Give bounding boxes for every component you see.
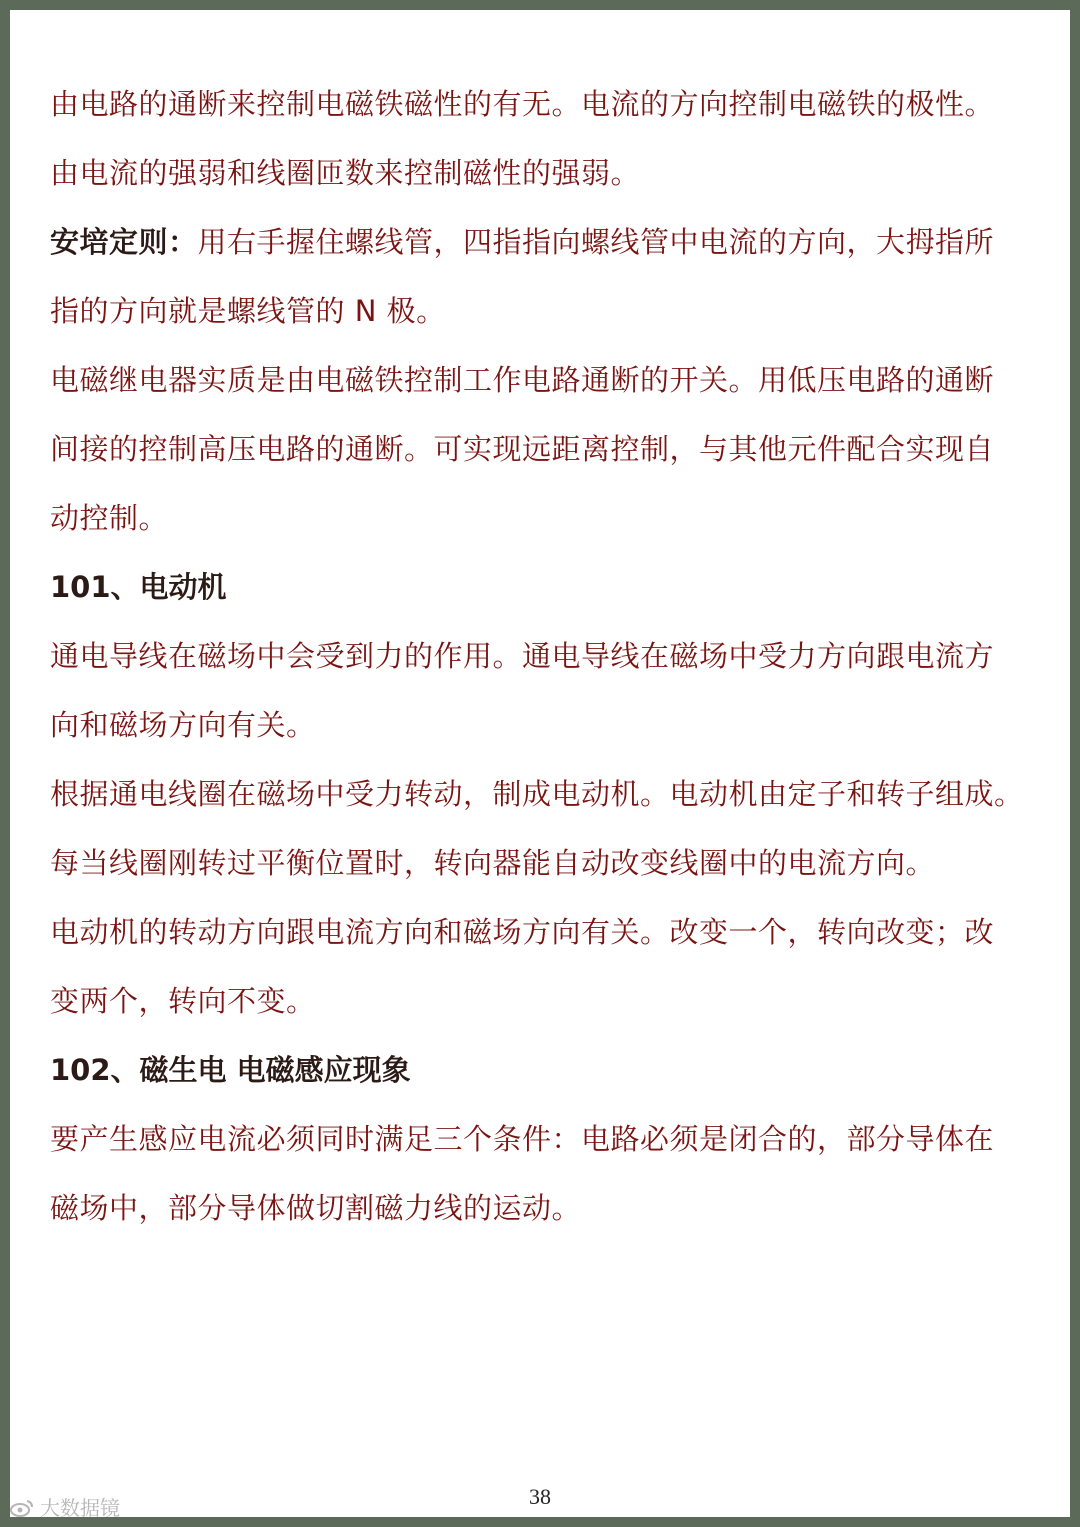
text-line: 通电导线在磁场中会受到力的作用。通电导线在磁场中受力方向跟电流方 [50,639,995,673]
weibo-logo-icon [10,1498,34,1516]
text-line: 间接的控制高压电路的通断。可实现远距离控制，与其他元件配合实现自 [50,432,995,466]
text-line: 磁场中，部分导体做切割磁力线的运动。 [50,1191,582,1225]
text-line: 每当线圈刚转过平衡位置时，转向器能自动改变线圈中的电流方向。 [50,846,936,880]
section-101-heading: 101、电动机 [50,570,227,604]
ampere-rule-label: 安培定则： [50,225,198,259]
text-line: 变两个，转向不变。 [50,984,316,1018]
document-content [50,70,1035,1243]
text-line: 由电流的强弱和线圈匝数来控制磁性的强弱。 [50,156,641,190]
watermark [10,1492,120,1521]
text-line: 向和磁场方向有关。 [50,708,316,742]
page-number: 38 [529,1484,551,1509]
text-line: 根据通电线圈在磁场中受力转动，制成电动机。电动机由定子和转子组成。 [50,777,1024,811]
text-line: 要产生感应电流必须同时满足三个条件：电路必须是闭合的，部分导体在 [50,1122,995,1156]
text-line: 指的方向就是螺线管的 N 极。 [50,294,446,328]
text-line: 电磁继电器实质是由电磁铁控制工作电路通断的开关。用低压电路的通断 [50,363,995,397]
ampere-rule-text: 用右手握住螺线管，四指指向螺线管中电流的方向，大拇指所 [197,225,995,259]
watermark-text: 大数据镜 [40,1496,120,1520]
ampere-rule-line [50,208,1035,277]
section-102-heading: 102、磁生电 电磁感应现象 [50,1053,411,1087]
text-line: 电动机的转动方向跟电流方向和磁场方向有关。改变一个，转向改变；改 [50,915,995,949]
text-line: 由电路的通断来控制电磁铁磁性的有无。电流的方向控制电磁铁的极性。 [50,87,995,121]
text-line: 动控制。 [50,501,169,535]
